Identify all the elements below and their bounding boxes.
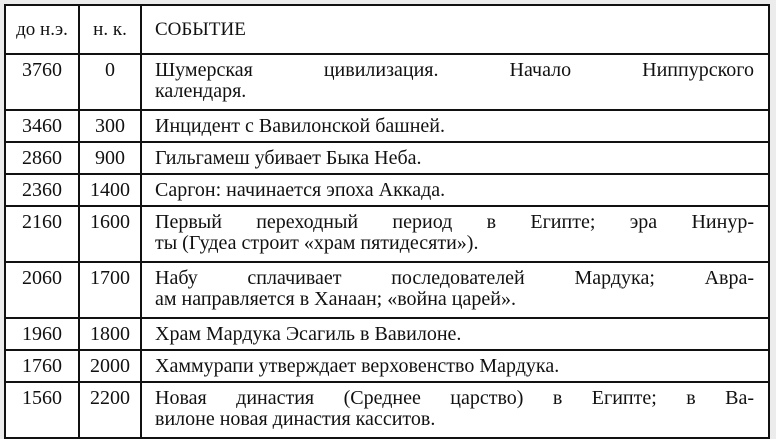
table-row [5,206,769,262]
cell-nk: 2000 [79,350,141,382]
cell-nk: 300 [79,110,141,142]
cell-bc: 2860 [5,142,79,174]
header-bc: до н.э. [5,5,79,54]
event-line: Шумерская цивилизация. Начало Ниппурского [155,59,754,81]
cell-event [141,174,769,206]
event-line: Храм Мардука Эсагиль в Вавилоне. [155,323,462,345]
cell-bc: 2360 [5,174,79,206]
table-row [5,262,769,318]
cell-bc: 2160 [5,206,79,262]
event-line: Хаммурапи утверждает верховенство Мардука. [155,355,560,377]
cell-nk: 2200 [79,382,141,438]
table-row [5,54,769,110]
cell-bc: 3460 [5,110,79,142]
event-line: ам направляется в Ханаан; «война царей». [155,288,516,310]
cell-nk: 1600 [79,206,141,262]
cell-event [141,142,769,174]
header-event: СОБЫТИЕ [141,5,769,54]
cell-event [141,262,769,318]
event-line: Первый переходный период в Египте; эра Нинур- [155,211,754,233]
cell-event [141,206,769,262]
cell-event [141,318,769,350]
table-row [5,174,769,206]
table-row [5,318,769,350]
event-line: Саргон: начинается эпоха Аккада. [155,179,446,201]
cell-bc: 1760 [5,350,79,382]
cell-nk: 0 [79,54,141,110]
cell-bc: 3760 [5,54,79,110]
cell-nk: 1700 [79,262,141,318]
cell-nk: 1800 [79,318,141,350]
event-line: Гильгамеш убивает Быка Неба. [155,147,422,169]
cell-event [141,110,769,142]
table-row [5,142,769,174]
cell-event [141,54,769,110]
cell-bc: 1960 [5,318,79,350]
cell-bc: 2060 [5,262,79,318]
cell-nk: 1400 [79,174,141,206]
event-line: Набу сплачивает последователей Мардука; Авра- [155,267,754,289]
table-row [5,350,769,382]
cell-nk: 900 [79,142,141,174]
cell-event [141,382,769,438]
chronology-table [4,4,770,439]
cell-event [141,350,769,382]
event-line: Инцидент с Вавилонской башней. [155,115,445,137]
event-line: Новая династия (Среднее царство) в Египте; в Ва- [155,387,754,409]
table-row [5,382,769,438]
table-header-row [5,5,769,54]
cell-bc: 1560 [5,382,79,438]
event-line: ты (Гудеа строит «храм пятидесяти»). [155,232,479,254]
header-nk: н. к. [79,5,141,54]
event-line: вилоне новая династия касситов. [155,408,436,430]
table-row [5,110,769,142]
event-line: календаря. [155,80,247,102]
